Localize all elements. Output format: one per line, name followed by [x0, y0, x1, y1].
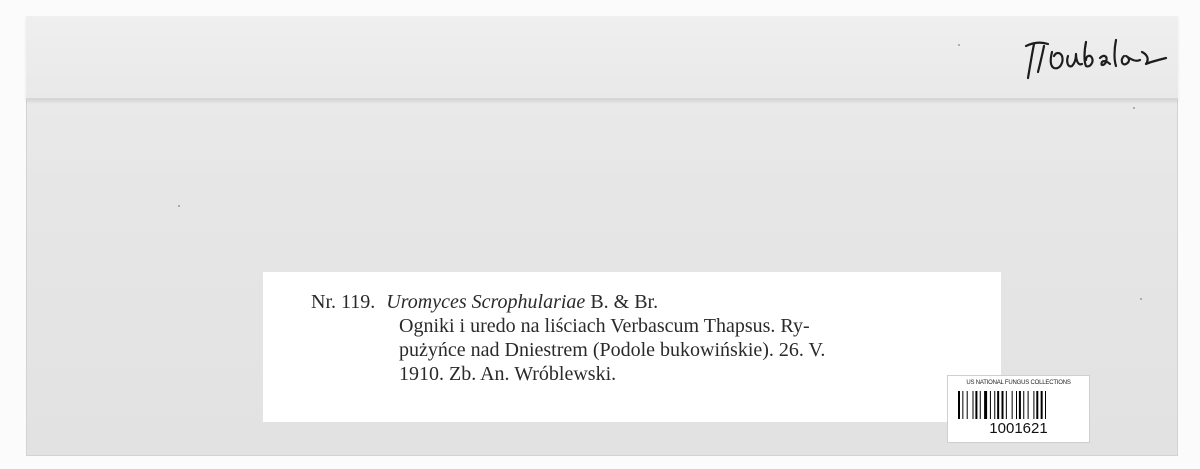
barcode-bar [980, 391, 981, 419]
barcode-bar [1033, 391, 1034, 419]
paper-speck [1140, 298, 1142, 300]
barcode-bar [1019, 391, 1021, 419]
barcode-bars [958, 391, 1081, 419]
barcode-bar [967, 391, 968, 419]
barcode-bar [997, 391, 999, 419]
species-authority: B. & Br. [590, 291, 659, 313]
barcode-bar [1002, 391, 1004, 419]
barcode-header: US NATIONAL FUNGUS COLLECTIONS [966, 380, 1071, 386]
barcode-bar [984, 391, 987, 419]
barcode-bar [962, 391, 963, 419]
envelope-flap [26, 16, 1178, 100]
barcode-bar [1023, 391, 1024, 419]
paper-speck [1133, 107, 1135, 109]
species-name: Uromyces Scrophulariae [386, 291, 586, 313]
paper-speck [178, 205, 180, 207]
label-line-4: 1910. Zb. An. Wróblewski. [399, 363, 617, 385]
barcode-bar [1036, 391, 1038, 419]
barcode-bar [1028, 391, 1029, 419]
barcode-bar [975, 391, 977, 419]
barcode-bar [990, 391, 991, 419]
barcode-bar [1045, 391, 1046, 419]
specimen-number: Nr. 119. [311, 291, 376, 313]
barcode-bar [1041, 391, 1043, 419]
barcode-bar [1016, 391, 1017, 419]
label-line-3: pużyńce nad Dniestrem (Podole bukowińskie). 26. V. [399, 339, 826, 361]
flap-fold-line [26, 98, 1178, 100]
barcode-number: 1001621 [989, 420, 1048, 437]
barcode-bar [1012, 391, 1013, 419]
barcode-bar [1006, 391, 1007, 419]
specimen-label [263, 272, 1001, 422]
barcode-label [947, 375, 1090, 443]
paper-speck [958, 44, 960, 46]
barcode-bar [994, 391, 995, 419]
label-line-1 [311, 290, 825, 314]
label-text-block [311, 290, 825, 386]
handwritten-signature [1020, 32, 1170, 82]
barcode-bar [958, 391, 960, 419]
barcode-bar [973, 391, 974, 419]
label-line-2: Ogniki i uredo na liściach Verbascum Thapsus. Ry- [399, 315, 810, 337]
